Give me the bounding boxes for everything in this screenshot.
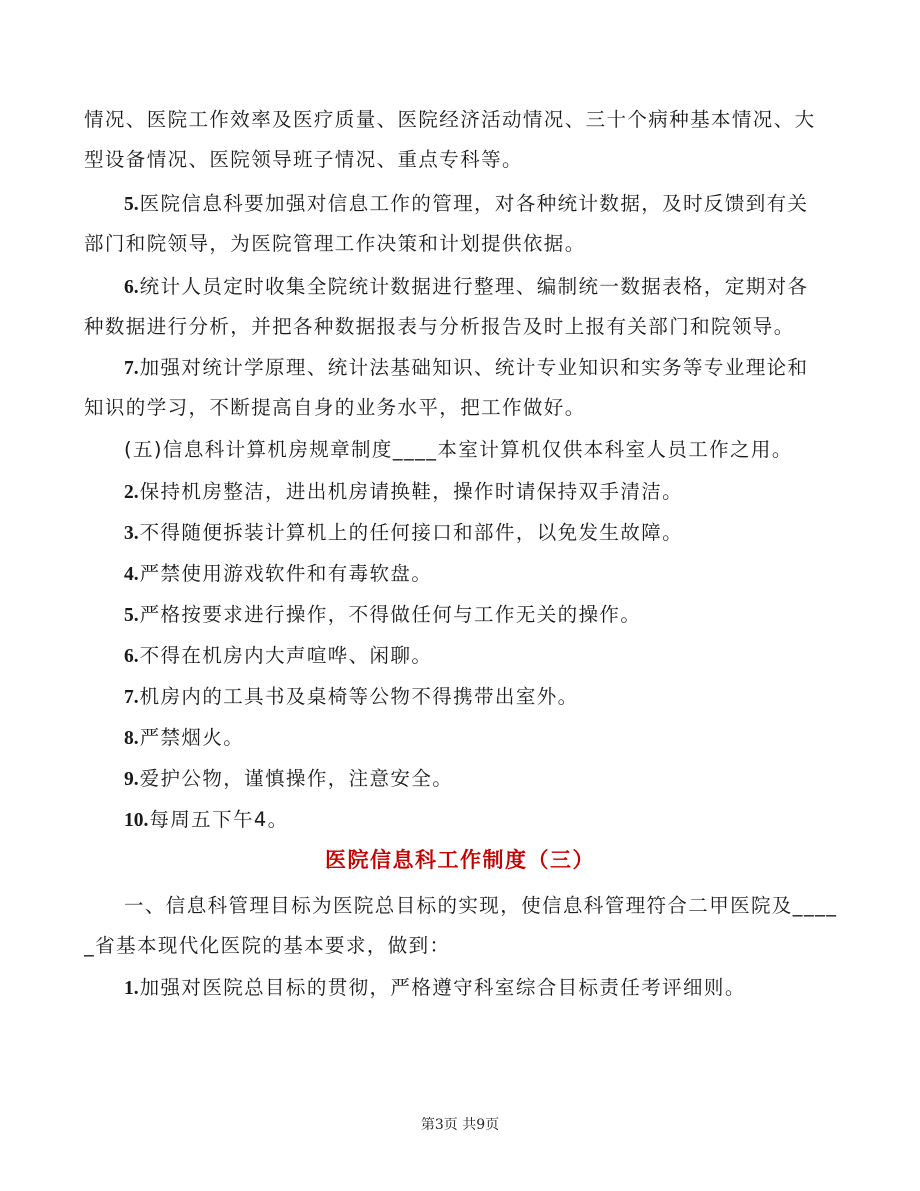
paragraph-line: 部门和院领导，为医院管理工作决策和计划提供依据。: [84, 232, 586, 255]
list-item: 2.保持机房整洁，进出机房请换鞋，操作时请保持双手清洁。: [124, 480, 684, 503]
section-title: 医院信息科工作制度（三）: [325, 848, 595, 872]
paragraph-line: 一、信息科管理目标为医院总目标的实现，使信息科管理符合二甲医院及____: [124, 894, 838, 917]
section-heading-line: (五)信息科计算机房规章制度____本室计算机仅供本科室人员工作之用。: [124, 438, 793, 461]
list-item: 7.加强对统计学原理、统计法基础知识、统计专业知识和实务等专业理论和: [124, 356, 809, 379]
paragraph-line: 知识的学习，不断提高自身的业务水平，把工作做好。: [84, 396, 586, 419]
paragraph-line: 种数据进行分析，并把各种数据报表与分析报告及时上报有关部门和院领导。: [84, 315, 795, 338]
page-number-footer: 第3页 共9页: [420, 1117, 500, 1133]
paragraph-line: 情况、医院工作效率及医疗质量、医院经济活动情况、三十个病种基本情况、大: [84, 108, 816, 131]
list-item: 9.爱护公物，谨慎操作，注意安全。: [124, 767, 454, 790]
list-item: 5.医院信息科要加强对信息工作的管理，对各种统计数据，及时反馈到有关: [124, 192, 809, 215]
list-item: 3.不得随便拆装计算机上的任何接口和部件，以免发生故障。: [124, 521, 684, 544]
list-item: 8.严禁烟火。: [124, 726, 245, 749]
list-item: 5.严格按要求进行操作，不得做任何与工作无关的操作。: [124, 603, 642, 626]
list-item: 6.统计人员定时收集全院统计数据进行整理、编制统一数据表格，定期对各: [124, 275, 809, 298]
paragraph-line: _省基本现代化医院的基本要求，做到：: [84, 934, 451, 957]
paragraph-line: 型设备情况、医院领导班子情况、重点专科等。: [84, 148, 523, 171]
list-item: 10.每周五下午4。: [124, 808, 289, 831]
list-item: 7.机房内的工具书及桌椅等公物不得携带出室外。: [124, 685, 579, 708]
list-item: 6.不得在机房内大声喧哗、闲聊。: [124, 644, 433, 667]
list-item: 4.严禁使用游戏软件和有毒软盘。: [124, 562, 433, 585]
list-item: 1.加强对医院总目标的贯彻，严格遵守科室综合目标责任考评细则。: [124, 976, 746, 999]
